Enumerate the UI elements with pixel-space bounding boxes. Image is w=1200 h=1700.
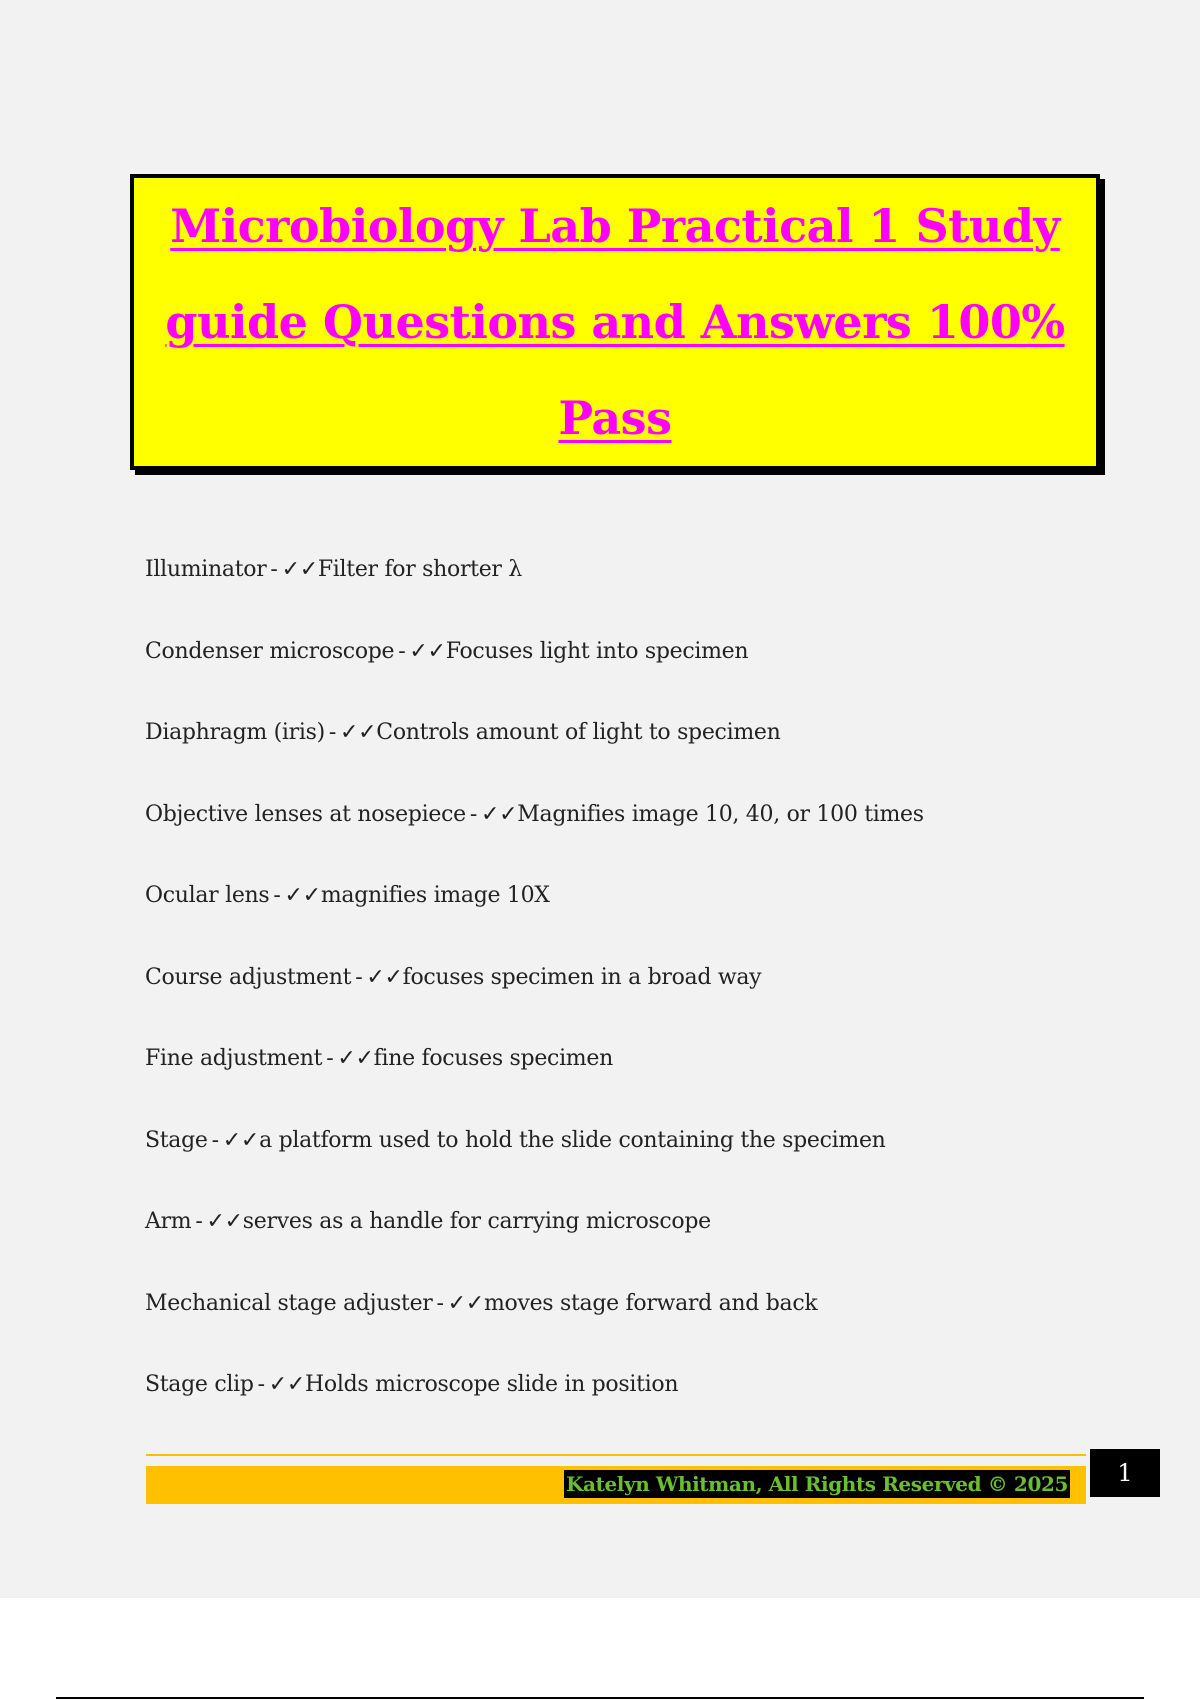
double-check-icon: ✓✓	[481, 801, 518, 827]
qa-item	[145, 1363, 1105, 1445]
qa-answer: moves stage forward and back	[483, 1290, 818, 1316]
qa-separator: -	[270, 557, 278, 582]
qa-separator: -	[328, 720, 336, 745]
qa-answer: a platform used to hold the slide containing the specimen	[259, 1127, 886, 1153]
qa-separator: -	[355, 964, 363, 990]
double-check-icon: ✓✓	[222, 1127, 260, 1153]
qa-answer: serves as a handle for carrying microscope	[242, 1209, 711, 1234]
qa-item	[145, 874, 1105, 956]
qa-list	[145, 548, 1105, 1445]
qa-answer: fine focuses specimen	[373, 1046, 613, 1071]
qa-separator: -	[273, 883, 281, 908]
qa-item	[145, 711, 1105, 793]
qa-term: Fine adjustment	[145, 1046, 323, 1071]
qa-answer: magnifies image 10X	[320, 883, 550, 908]
double-check-icon: ✓✓	[281, 557, 318, 582]
qa-item	[145, 1282, 1105, 1364]
double-check-icon: ✓✓	[447, 1290, 484, 1316]
qa-term: Illuminator	[145, 557, 267, 582]
title-line-3: Pass	[558, 391, 672, 445]
qa-separator: -	[469, 801, 478, 827]
double-check-icon: ✓✓	[366, 964, 403, 990]
qa-item	[145, 1119, 1105, 1201]
qa-item	[145, 548, 1105, 630]
double-check-icon: ✓✓	[409, 638, 446, 664]
double-check-icon: ✓✓	[337, 1046, 374, 1071]
double-check-icon: ✓✓	[284, 883, 321, 908]
qa-separator: -	[326, 1046, 334, 1071]
qa-item	[145, 1037, 1105, 1119]
footer-divider	[146, 1454, 1086, 1456]
qa-answer: Focuses light into specimen	[445, 638, 749, 664]
double-check-icon: ✓✓	[340, 720, 377, 745]
qa-term: Stage clip	[145, 1372, 254, 1397]
qa-separator: -	[257, 1372, 265, 1397]
double-check-icon: ✓✓	[206, 1209, 243, 1234]
title-box	[130, 174, 1100, 470]
qa-term: Stage	[145, 1127, 208, 1153]
qa-separator: -	[195, 1209, 203, 1234]
qa-term: Arm	[145, 1209, 192, 1234]
qa-item	[145, 956, 1105, 1038]
qa-item	[145, 1200, 1105, 1282]
qa-item	[145, 793, 1105, 875]
qa-answer: Filter for shorter λ	[317, 557, 522, 582]
qa-separator: -	[436, 1290, 444, 1316]
qa-term: Ocular lens	[145, 883, 270, 908]
page-number: 1	[1090, 1449, 1160, 1497]
footer-copyright: Katelyn Whitman, All Rights Reserved © 2025	[566, 1472, 1068, 1496]
qa-item	[145, 630, 1105, 712]
qa-term: Condenser microscope	[145, 638, 395, 664]
qa-separator: -	[398, 638, 406, 664]
title-line-1: Microbiology Lab Practical 1 Study	[170, 199, 1060, 253]
qa-term: Course adjustment	[145, 964, 352, 990]
qa-answer: focuses specimen in a broad way	[402, 964, 762, 990]
double-check-icon: ✓✓	[268, 1372, 306, 1397]
qa-term: Mechanical stage adjuster	[145, 1290, 433, 1316]
qa-answer: Holds microscope slide in position	[305, 1372, 679, 1397]
title-line-2: guide Questions and Answers 100%	[165, 295, 1065, 349]
qa-term: Objective lenses at nosepiece	[145, 801, 466, 827]
footer-bar	[146, 1466, 1086, 1504]
qa-answer: Magnifies image 10, 40, or 100 times	[517, 801, 924, 827]
qa-answer: Controls amount of light to specimen	[376, 720, 781, 745]
qa-separator: -	[211, 1127, 219, 1153]
qa-term: Diaphragm (iris)	[145, 720, 325, 745]
bottom-divider	[56, 1697, 1144, 1699]
